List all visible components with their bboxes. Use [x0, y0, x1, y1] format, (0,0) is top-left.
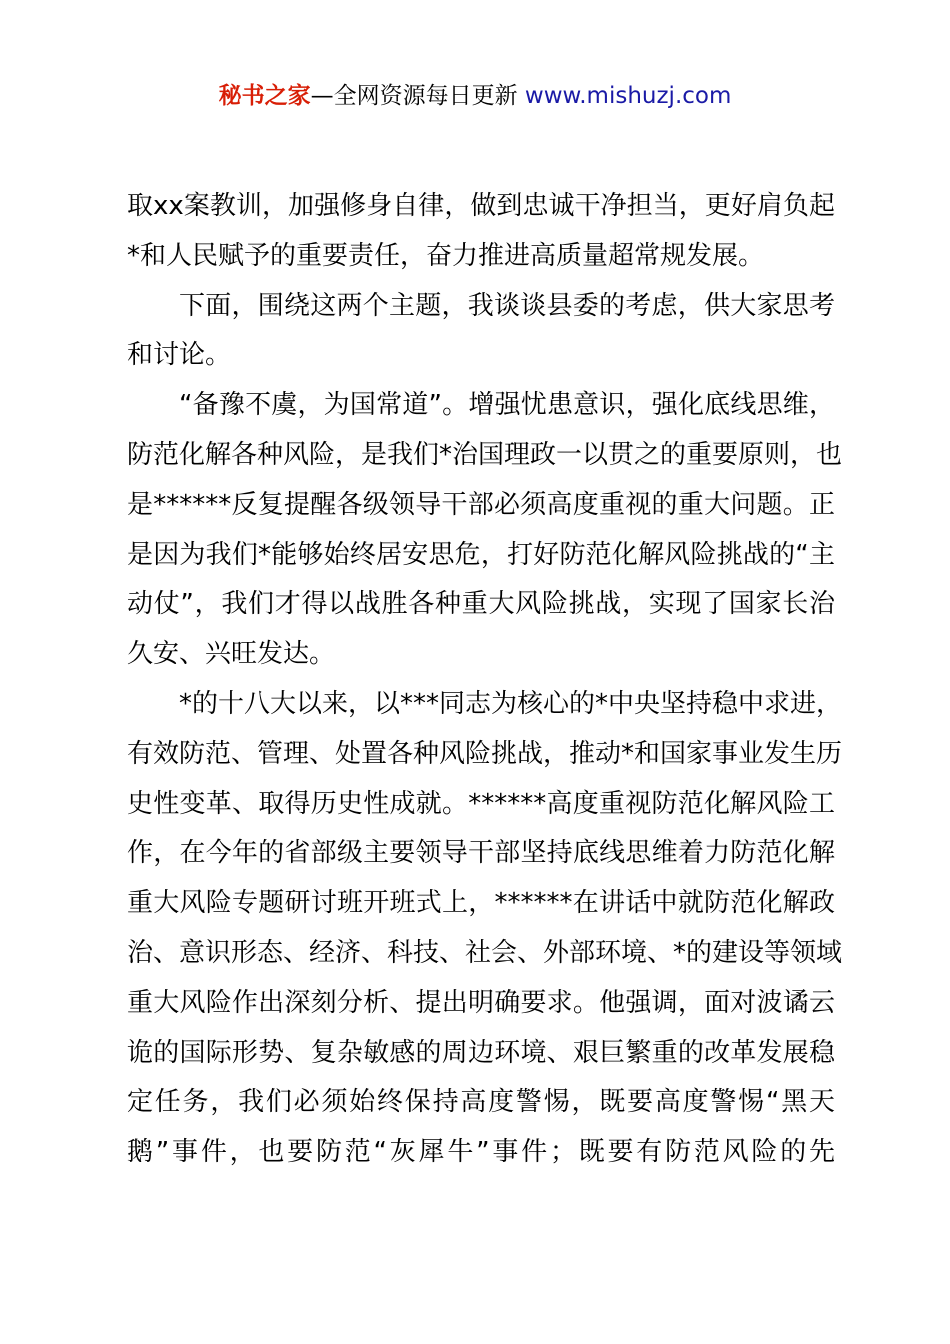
text-line: 重大风险专题研讨班开班式上，******在讲话中就防范化解政	[127, 888, 835, 919]
text-line: 重大风险作出深刻分析、提出明确要求。他强调，面对波谲云	[127, 987, 835, 1018]
document-body	[127, 182, 843, 1178]
text-line: 史性变革、取得历史性成就。******高度重视防范化解风险工	[127, 788, 835, 819]
text-line: 鹅”事件，也要防范“灰犀牛”事件；既要有防范风险的先	[127, 1137, 835, 1168]
text-line: 作，在今年的省部级主要领导干部坚持底线思维着力防范化解	[127, 838, 835, 869]
text-line: 动仗”，我们才得以战胜各种重大风险挑战，实现了国家长治	[127, 589, 835, 620]
brand-name: 秘书之家	[218, 83, 311, 109]
text-line: 是******反复提醒各级领导干部必须高度重视的重大问题。正	[127, 489, 835, 520]
text-line: 诡的国际形势、复杂敏感的周边环境、艰巨繁重的改革发展稳	[127, 1037, 835, 1068]
text-line: *和人民赋予的重要责任，奋力推进高质量超常规发展。	[127, 240, 765, 271]
header-slogan: —全网资源每日更新	[310, 83, 518, 109]
text-line: “备豫不虞，为国常道”。增强忧患意识，强化底线思维，	[179, 390, 835, 421]
text-line: 和讨论。	[127, 340, 232, 371]
text-line: 有效防范、管理、处置各种风险挑战，推动*和国家事业发生历	[127, 738, 843, 769]
text-line: 治、意识形态、经济、科技、社会、外部环境、*的建设等领域	[127, 937, 843, 968]
text-line: 是因为我们*能够始终居安思危，打好防范化解风险挑战的“主	[127, 539, 835, 570]
text-line: *的十八大以来，以***同志为核心的*中央坚持稳中求进，	[179, 688, 843, 719]
text-line: 取xx案教训，加强修身自律，做到忠诚干净担当，更好肩负起	[127, 191, 835, 221]
text-line: 定任务，我们必须始终保持高度警惕，既要高度警惕“黑天	[127, 1087, 835, 1118]
text-line: 久安、兴旺发达。	[127, 639, 336, 670]
watermark-header	[0, 80, 950, 112]
text-line: 防范化解各种风险，是我们*治国理政一以贯之的重要原则，也	[127, 439, 843, 470]
text-line: 下面，围绕这两个主题，我谈谈县委的考虑，供大家思考	[179, 290, 835, 321]
site-url-link[interactable]: www.mishuzj.com	[517, 83, 732, 109]
